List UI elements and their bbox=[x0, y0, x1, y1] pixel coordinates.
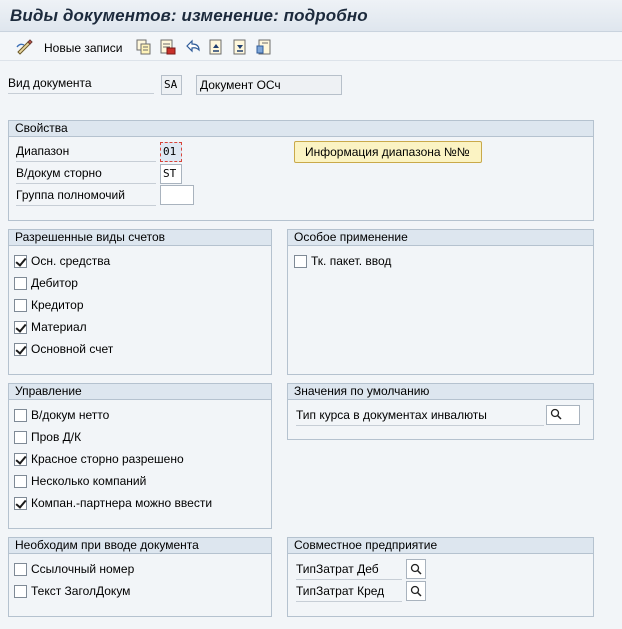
control-group-title: Управление bbox=[9, 384, 271, 400]
search-icon bbox=[550, 408, 562, 420]
display-change-icon[interactable] bbox=[16, 39, 34, 55]
joint-venture-group-title: Совместное предприятие bbox=[288, 538, 593, 554]
checkbox[interactable] bbox=[14, 409, 27, 422]
copy-icon[interactable] bbox=[136, 39, 152, 55]
range-info-button[interactable]: Информация диапазона №№ bbox=[294, 141, 482, 163]
window-title: Виды документов: изменение: подробно bbox=[10, 6, 368, 25]
required-entry-checkbox-row[interactable] bbox=[14, 561, 134, 577]
checkbox[interactable] bbox=[294, 255, 307, 268]
checkbox-label: Осн. средства bbox=[31, 254, 111, 268]
checkbox[interactable] bbox=[14, 343, 27, 356]
search-icon bbox=[410, 585, 422, 597]
auth-group-field[interactable] bbox=[160, 185, 194, 205]
doc-type-label: Вид документа bbox=[8, 76, 154, 94]
checkbox[interactable] bbox=[14, 475, 27, 488]
rate-type-label: Тип курса в документах инвалюты bbox=[296, 408, 544, 426]
checkbox-label: Пров Д/К bbox=[31, 430, 82, 444]
account-types-checkbox-row[interactable] bbox=[14, 297, 84, 313]
special-usage-group-title: Особое применение bbox=[288, 230, 593, 246]
credit-cost-type-label: ТипЗатрат Кред bbox=[296, 584, 402, 602]
delete-icon[interactable] bbox=[160, 39, 176, 55]
checkbox-label: Дебитор bbox=[31, 276, 78, 290]
checkbox[interactable] bbox=[14, 453, 27, 466]
checkbox-label: Кредитор bbox=[31, 298, 84, 312]
special-usage-group bbox=[287, 229, 594, 375]
next-entry-icon[interactable] bbox=[232, 39, 248, 55]
range-label: Диапазон bbox=[16, 144, 156, 162]
checkbox[interactable] bbox=[14, 299, 27, 312]
application-toolbar bbox=[0, 33, 622, 61]
checkbox-label: Ссылочный номер bbox=[31, 562, 135, 576]
account-types-checkbox-row[interactable] bbox=[14, 341, 113, 357]
checkbox-label: Материал bbox=[31, 320, 87, 334]
required-entry-group bbox=[8, 537, 272, 617]
debit-cost-type-label: ТипЗатрат Деб bbox=[296, 562, 402, 580]
control-checkbox-row[interactable] bbox=[14, 451, 184, 467]
other-entry-icon[interactable] bbox=[256, 39, 272, 55]
account-types-group-title: Разрешенные виды счетов bbox=[9, 230, 271, 246]
checkbox-label: Компан.-партнера можно ввести bbox=[31, 496, 213, 510]
defaults-group-title: Значения по умолчанию bbox=[288, 384, 593, 400]
checkbox-label: Тк. пакет. ввод bbox=[311, 254, 392, 268]
required-entry-checkbox-row[interactable] bbox=[14, 583, 130, 599]
checkbox-label: Основной счет bbox=[31, 342, 114, 356]
search-icon bbox=[410, 563, 422, 575]
doc-type-field: SA bbox=[161, 75, 182, 95]
account-types-checkbox-row[interactable] bbox=[14, 319, 87, 335]
checkbox-label: В/докум нетто bbox=[31, 408, 110, 422]
checkbox-label: Красное сторно разрешено bbox=[31, 452, 184, 466]
undo-icon[interactable] bbox=[184, 39, 202, 55]
control-checkbox-row[interactable] bbox=[14, 495, 212, 511]
auth-group-label: Группа полномочий bbox=[16, 188, 156, 206]
reverse-doc-type-field[interactable]: ST bbox=[160, 164, 182, 184]
checkbox-label: Несколько компаний bbox=[31, 474, 147, 488]
reverse-doc-type-label: В/докум сторно bbox=[16, 166, 156, 184]
credit-cost-type-field[interactable] bbox=[406, 581, 426, 601]
required-entry-group-title: Необходим при вводе документа bbox=[9, 538, 271, 554]
debit-cost-type-field[interactable] bbox=[406, 559, 426, 579]
title-bar bbox=[0, 0, 622, 32]
new-entries-button[interactable]: Новые записи bbox=[44, 41, 123, 55]
control-checkbox-row[interactable] bbox=[14, 473, 146, 489]
special-usage-checkbox-row[interactable] bbox=[294, 253, 391, 269]
checkbox[interactable] bbox=[14, 563, 27, 576]
checkbox[interactable] bbox=[14, 431, 27, 444]
checkbox[interactable] bbox=[14, 497, 27, 510]
account-types-checkbox-row[interactable] bbox=[14, 253, 110, 269]
control-checkbox-row[interactable] bbox=[14, 429, 81, 445]
checkbox[interactable] bbox=[14, 321, 27, 334]
checkbox[interactable] bbox=[14, 255, 27, 268]
control-checkbox-row[interactable] bbox=[14, 407, 109, 423]
account-types-checkbox-row[interactable] bbox=[14, 275, 78, 291]
doc-type-description: Документ ОСч bbox=[196, 75, 342, 95]
checkbox[interactable] bbox=[14, 585, 27, 598]
checkbox-label: Текст ЗаголДокум bbox=[31, 584, 131, 598]
main-area bbox=[0, 62, 622, 629]
range-field[interactable]: 01 bbox=[160, 142, 182, 162]
previous-entry-icon[interactable] bbox=[208, 39, 224, 55]
rate-type-field[interactable] bbox=[546, 405, 580, 425]
properties-group-title: Свойства bbox=[9, 121, 593, 137]
checkbox[interactable] bbox=[14, 277, 27, 290]
